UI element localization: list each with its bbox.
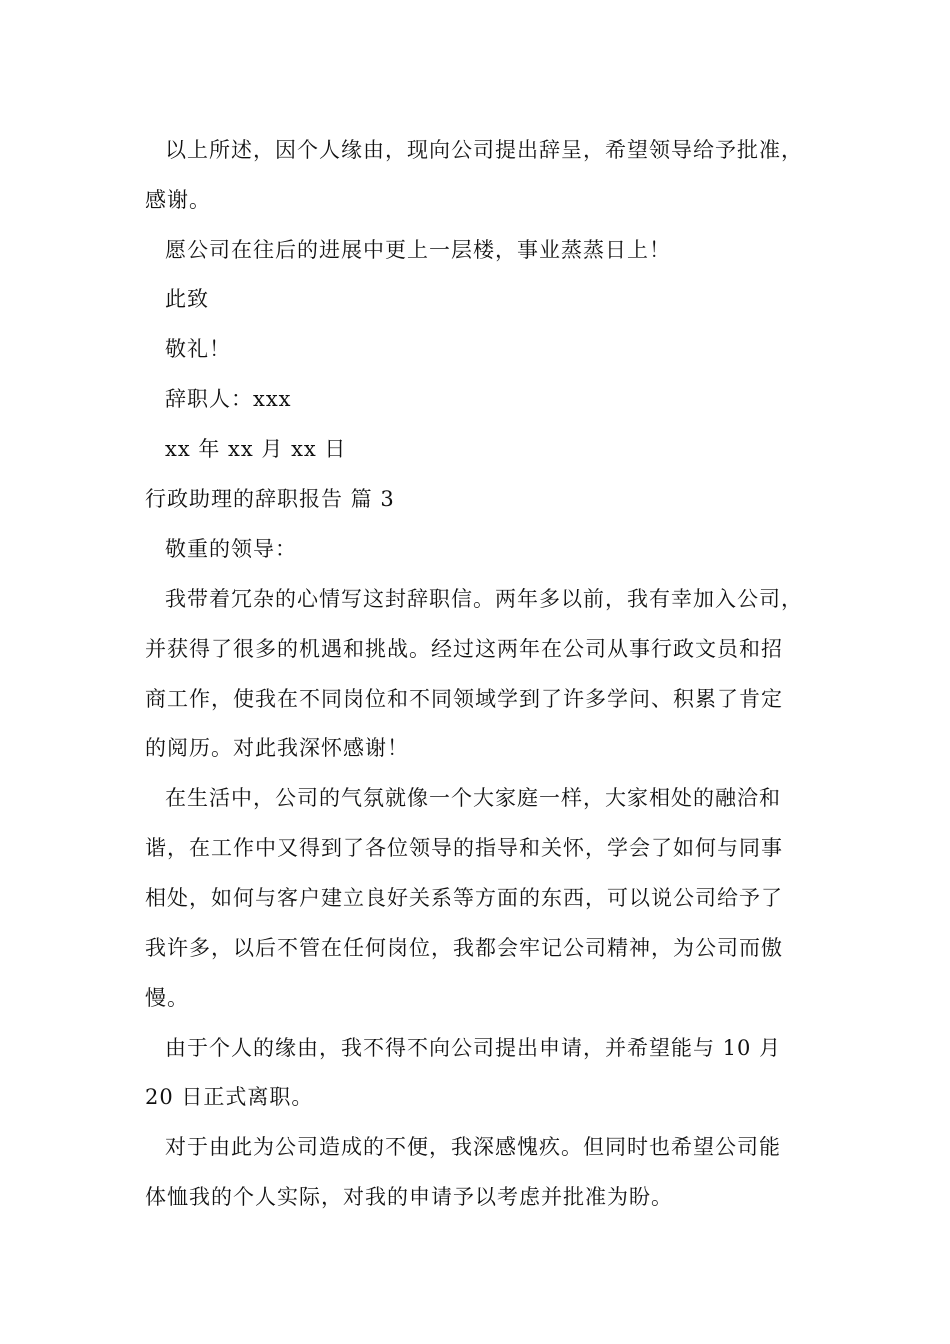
paragraph-line: 体恤我的个人实际，对我的申请予以考虑并批准为盼。 bbox=[145, 1185, 673, 1209]
paragraph-line: 我带着冗杂的心情写这封辞职信。两年多以前，我有幸加入公司， bbox=[165, 587, 803, 611]
greeting-line: 敬重的领导： bbox=[165, 537, 297, 561]
paragraph-line: 以上所述，因个人缘由，现向公司提出辞呈，希望领导给予批准， bbox=[165, 138, 803, 162]
paragraph-line: 并获得了很多的机遇和挑战。经过这两年在公司从事行政文员和招 bbox=[145, 637, 783, 661]
paragraph-line: 愿公司在往后的进展中更上一层楼，事业蒸蒸日上！ bbox=[165, 238, 671, 262]
paragraph-line: 慢。 bbox=[145, 986, 189, 1010]
paragraph-line: 由于个人的缘由，我不得不向公司提出申请，并希望能与 10 月 bbox=[165, 1036, 782, 1060]
paragraph-line: 20 日正式离职。 bbox=[145, 1085, 314, 1109]
paragraph-line: 对于由此为公司造成的不便，我深感愧疚。但同时也希望公司能 bbox=[165, 1135, 781, 1159]
section-heading: 行政助理的辞职报告 篇 3 bbox=[145, 487, 395, 511]
paragraph-line: 相处，如何与客户建立良好关系等方面的东西，可以说公司给予了 bbox=[145, 886, 783, 910]
paragraph-line: 商工作，使我在不同岗位和不同领域学到了许多学问、积累了肯定 bbox=[145, 687, 783, 711]
paragraph-line: 在生活中，公司的气氛就像一个大家庭一样，大家相处的融洽和 bbox=[165, 786, 781, 810]
signature-line: 辞职人：xxx bbox=[165, 387, 292, 411]
paragraph-line: 感谢。 bbox=[145, 188, 211, 212]
closing-regards: 敬礼！ bbox=[165, 337, 231, 361]
closing-salutation: 此致 bbox=[165, 287, 209, 311]
date-line: xx 年 xx 月 xx 日 bbox=[165, 437, 347, 461]
paragraph-line: 谐，在工作中又得到了各位领导的指导和关怀，学会了如何与同事 bbox=[145, 836, 783, 860]
paragraph-line: 我许多，以后不管在任何岗位，我都会牢记公司精神，为公司而傲 bbox=[145, 936, 783, 960]
paragraph-line: 的阅历。对此我深怀感谢！ bbox=[145, 736, 409, 760]
